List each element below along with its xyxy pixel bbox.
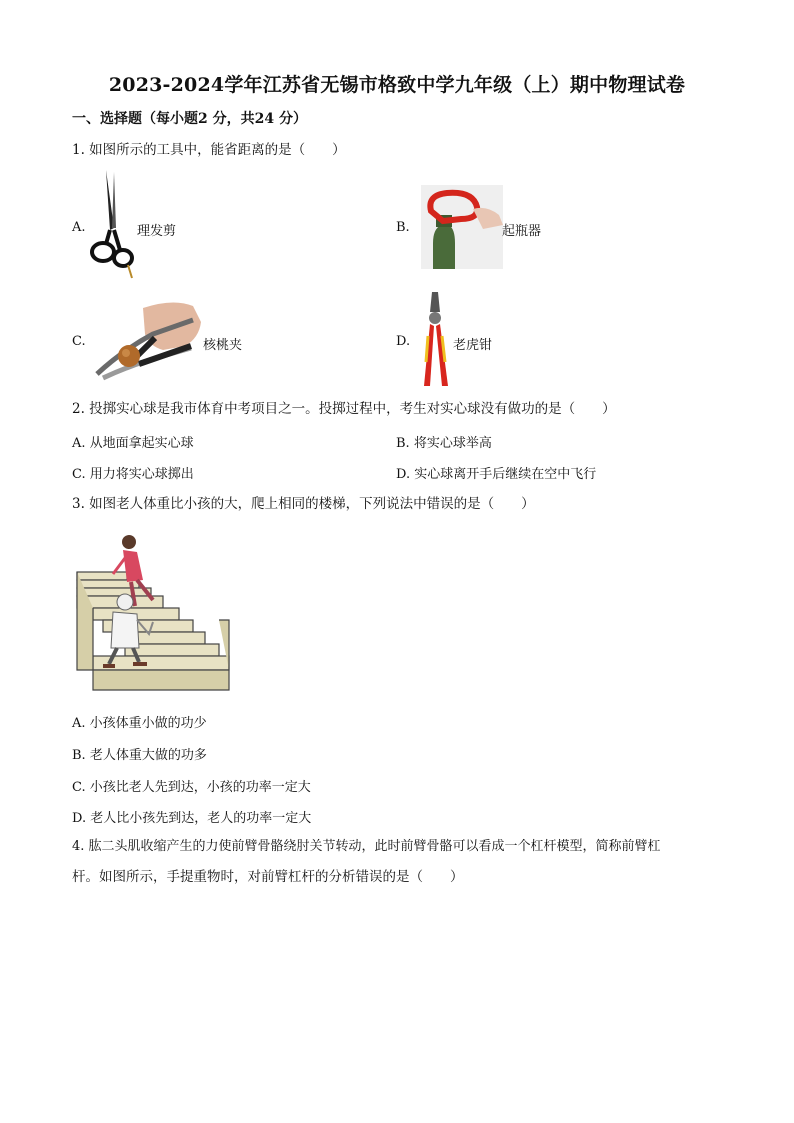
q1-option-a-label: 理发剪 xyxy=(137,224,177,239)
q1-option-b-label: 起瓶器 xyxy=(502,224,542,239)
question-4-line-1: 4. 肱二头肌收缩产生的力使前臂骨骼绕肘关节转动，此时前臂骨骼可以看成一个杠杆模型，简称前臂杠 xyxy=(72,839,661,854)
q1-option-b-letter: B. xyxy=(396,220,410,235)
question-3-stem: 3. 如图老人体重比小孩的大，爬上相同的楼梯，下列说法中错误的是（ ） xyxy=(72,496,535,512)
q1-option-c-letter: C. xyxy=(72,334,86,349)
q2-option-d: D. 实心球离开手后继续在空中飞行 xyxy=(396,467,597,482)
q1-option-d-letter: D. xyxy=(396,334,411,349)
bottle-opener-icon xyxy=(421,185,503,269)
section-heading: 一、选择题（每小题2 分，共24 分） xyxy=(72,111,307,127)
q3-option-d: D. 老人比小孩先到达，老人的功率一定大 xyxy=(72,811,312,826)
q2-option-a: A. 从地面拿起实心球 xyxy=(72,436,194,451)
question-4-line-2: 杆。如图所示，手提重物时，对前臂杠杆的分析错误的是（ ） xyxy=(72,869,464,885)
stairs-climbing-illustration xyxy=(73,530,233,696)
page-title: 2023-2024学年江苏省无锡市格致中学九年级（上）期中物理试卷 xyxy=(108,74,686,96)
nutcracker-icon xyxy=(93,298,203,382)
q2-option-c: C. 用力将实心球掷出 xyxy=(72,467,194,482)
q2-option-b: B. 将实心球举高 xyxy=(396,436,492,451)
question-2-stem: 2. 投掷实心球是我市体育中考项目之一。投掷过程中，考生对实心球没有做功的是（ ） xyxy=(72,401,616,417)
q3-option-a: A. 小孩体重小做的功少 xyxy=(72,716,207,731)
q3-option-b: B. 老人体重大做的功多 xyxy=(72,748,207,763)
question-1-stem: 1. 如图所示的工具中，能省距离的是（ ） xyxy=(72,142,346,158)
q3-option-c: C. 小孩比老人先到达，小孩的功率一定大 xyxy=(72,780,311,795)
q1-option-d-label: 老虎钳 xyxy=(453,338,493,353)
scissors-icon xyxy=(88,170,138,282)
q1-option-c-label: 核桃夹 xyxy=(203,338,243,353)
q1-option-a-letter: A. xyxy=(72,220,86,235)
pliers-icon xyxy=(418,292,454,388)
